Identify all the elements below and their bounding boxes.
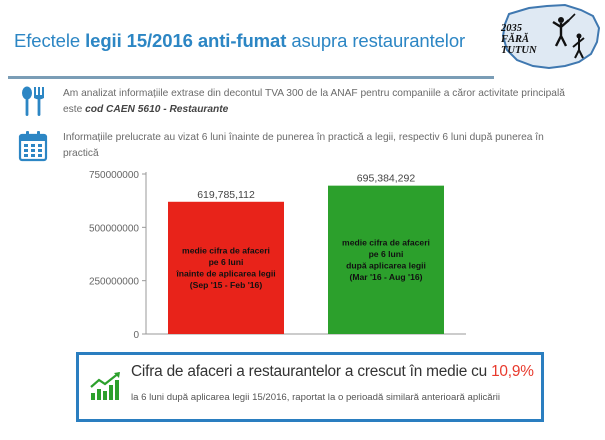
header-divider [8,76,494,79]
growth-chart-icon [89,371,125,401]
y-tick-label: 500000000 [88,223,139,235]
bar-value-label: 619,785,112 [197,188,255,201]
logo [495,2,603,74]
bar-inner-label: medie cifra de afaceri [342,237,430,248]
info-text-data-source [63,86,573,118]
page-title [14,30,465,52]
y-tick-label: 0 [133,330,139,341]
turnover-bar-chart [76,166,476,346]
callout-subtext: la 6 luni după aplicarea legii 15/2016, raportat la o perioadă similară anterioară aplicării [131,392,501,403]
bar-inner-label: înainte de aplicarea legii [176,268,276,279]
result-callout [76,352,544,422]
bar-inner-label: pe 6 luni [368,249,404,260]
callout-main-text: Cifra de afaceri a restaurantelor a crescut în medie cu [131,363,492,380]
logo-line-2: FĂRĂ [501,34,530,45]
logo-line-3: TUTUN [501,45,537,56]
growth-percentage: 10,9% [491,363,534,380]
bar-inner-label: medie cifra de afaceri [182,245,270,256]
calendar-icon [18,130,48,162]
bar-inner-label: pe 6 luni [208,257,244,268]
title-prefix: Efectele [14,30,86,51]
bar-value-label: 695,384,292 [356,172,416,185]
title-suffix: asupra restaurantelor [286,30,466,51]
info-caen-code: cod CAEN 5610 - Restaurante [85,104,229,115]
title-law: legii 15/2016 anti-fumat [85,30,287,51]
fork-spoon-icon [18,86,48,118]
y-tick-label: 750000000 [88,170,139,181]
bar-inner-label: (Mar '16 - Aug '16) [349,272,423,283]
callout-headline [131,363,534,381]
logo-line-1: 2035 [501,23,522,34]
bar-inner-label: după aplicarea legii [346,260,426,271]
header [0,0,605,70]
info-text-period: Informațiile prelucrate au vizat 6 luni înainte de punerea în practică a legii, respectiv 6 luni după punerea în practică [63,132,544,159]
bar-inner-label: (Sep '15 - Feb '16) [189,280,263,291]
y-tick-label: 250000000 [88,276,139,288]
info-text-1: Am analizat informațiile extrase din decontul TVA 300 de la ANAF pentru companiile a căror activitate principală este [63,88,565,115]
